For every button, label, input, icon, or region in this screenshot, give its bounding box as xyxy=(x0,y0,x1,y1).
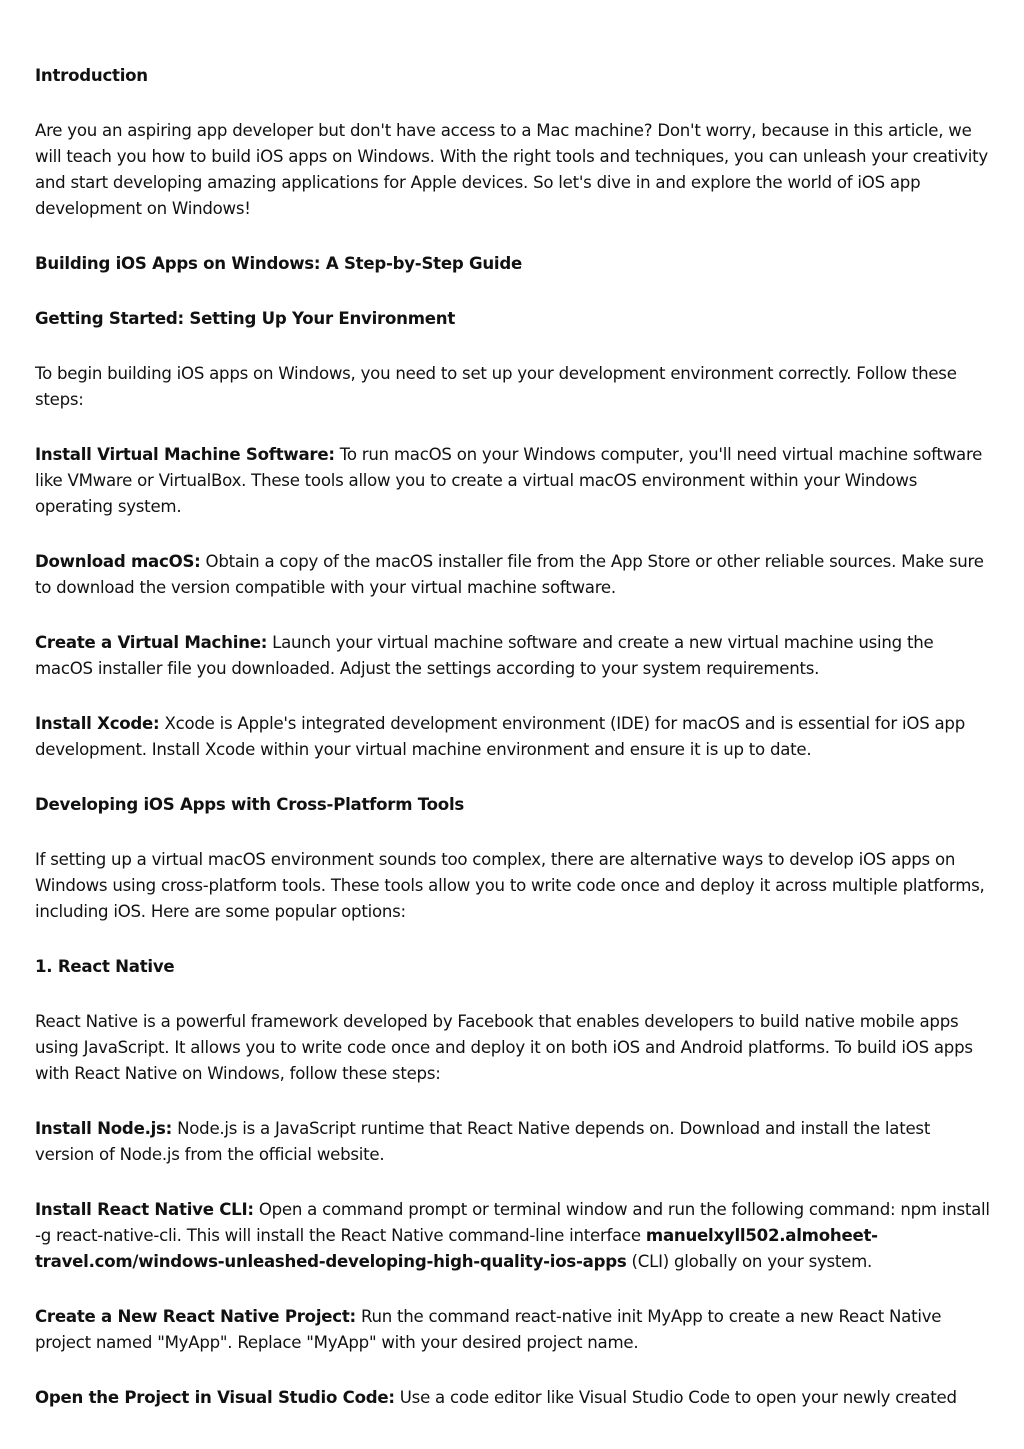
react-native-paragraph: React Native is a powerful framework developed by Facebook that enables developers to build native mobile apps using JavaScript. It allows you to write code once and deploy it on both iOS and Android platforms. To build iOS apps with React Native on Windows, follow these steps: xyxy=(35,1012,973,1083)
step-text: (CLI) globally on your system. xyxy=(626,1252,873,1271)
step-label: Install React Native CLI: xyxy=(35,1200,254,1219)
step-create-project xyxy=(35,1304,990,1356)
intro-paragraph: Are you an aspiring app developer but don't have access to a Mac machine? Don't worry, because in this article, we will teach you how to build iOS apps on Windows. With the right tools and techniques, you can unleash your creativity and start developing amazing applications for Apple devices. So let's dive in and explore the world of iOS app development on Windows! xyxy=(35,121,988,218)
step-install-vm xyxy=(35,442,990,520)
step-text: Xcode is Apple's integrated development environment (IDE) for macOS and is essential for iOS app development. Install Xcode within your virtual machine environment and ensure it is up to date. xyxy=(35,714,965,759)
step-download-macos xyxy=(35,549,990,601)
step-text: To run macOS on your Windows computer, you'll need virtual machine software like VMware or VirtualBox. These tools allow you to create a virtual macOS environment within your Windows operating system. xyxy=(35,445,983,516)
step-label: Create a Virtual Machine: xyxy=(35,633,268,652)
setup-paragraph: To begin building iOS apps on Windows, you need to set up your development environment correctly. Follow these steps: xyxy=(35,364,957,409)
step-install-node xyxy=(35,1116,990,1168)
step-text: Run the command react-native init MyApp to create a new React Native project named "MyApp". Replace "MyApp" with your desired project name. xyxy=(35,1307,942,1352)
step-open-vscode xyxy=(35,1385,990,1411)
step-install-rn-cli xyxy=(35,1197,990,1275)
section-heading-cross-platform: Developing iOS Apps with Cross-Platform Tools xyxy=(35,795,465,814)
section-heading-react-native: 1. React Native xyxy=(35,957,175,976)
step-label: Install Virtual Machine Software: xyxy=(35,445,335,464)
section-heading-setup: Getting Started: Setting Up Your Environment xyxy=(35,309,455,328)
step-text: Node.js is a JavaScript runtime that React Native depends on. Download and install the latest version of Node.js from the official website. xyxy=(35,1119,931,1164)
cross-platform-paragraph: If setting up a virtual macOS environment sounds too complex, there are alternative ways to develop iOS apps on Windows using cross-platform tools. These tools allow you to write code once and deploy it across multiple platforms, including iOS. Here are some popular options: xyxy=(35,850,985,921)
step-label: Open the Project in Visual Studio Code: xyxy=(35,1388,395,1407)
step-text: Use a code editor like Visual Studio Code to open your newly created xyxy=(394,1388,957,1407)
inline-link-text[interactable]: manuelxyll502.almoheet-travel.com/windows-unleashed-developing-high-quality-ios-apps xyxy=(35,1226,878,1271)
step-install-xcode xyxy=(35,711,990,763)
section-heading-introduction: Introduction xyxy=(35,66,148,85)
step-text: Obtain a copy of the macOS installer file from the App Store or other reliable sources. Make sure to download the version compatible with your virtual machine software. xyxy=(35,552,984,597)
step-label: Install Node.js: xyxy=(35,1119,173,1138)
step-label: Create a New React Native Project: xyxy=(35,1307,356,1326)
step-text: Launch your virtual machine software and create a new virtual machine using the macOS installer file you downloaded. Adjust the settings according to your system requirements. xyxy=(35,633,934,678)
step-create-vm xyxy=(35,630,990,682)
article-body xyxy=(35,63,990,1411)
step-label: Download macOS: xyxy=(35,552,201,571)
step-label: Install Xcode: xyxy=(35,714,160,733)
step-text: Open a command prompt or terminal window and run the following command: npm install -g react-native-cli. This will install the React Native command-line interface xyxy=(35,1200,990,1245)
section-heading-guide: Building iOS Apps on Windows: A Step-by-Step Guide xyxy=(35,254,522,273)
